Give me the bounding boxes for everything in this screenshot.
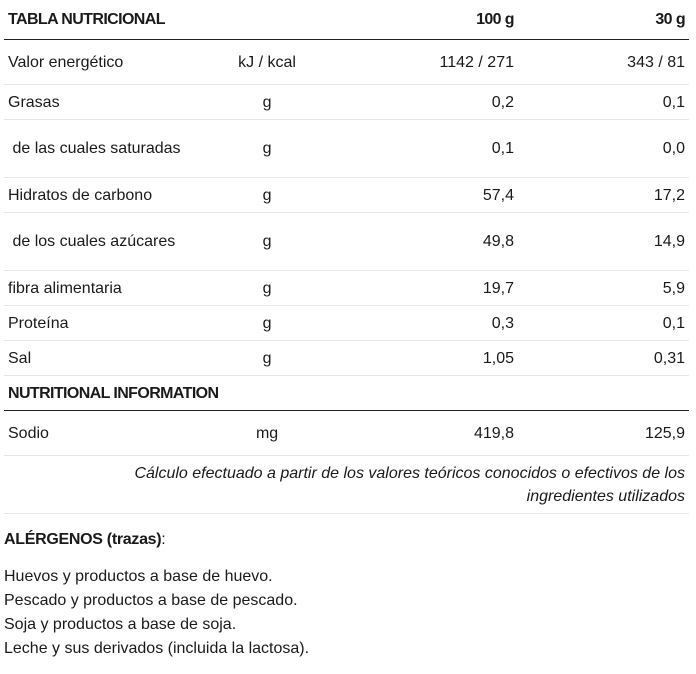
value-100g: 0,2	[328, 85, 518, 120]
value-100g: 0,1	[328, 120, 518, 178]
value-30g: 0,31	[518, 341, 689, 376]
value-100g: 1,05	[328, 341, 518, 376]
value-100g: 0,3	[328, 306, 518, 341]
nutrient-name: de las cuales saturadas	[4, 120, 206, 178]
nutrient-unit: g	[206, 178, 327, 213]
unit-header	[206, 0, 327, 40]
list-item: Pescado y productos a base de pescado.	[4, 592, 298, 609]
value-30g: 14,9	[518, 213, 689, 271]
nutrient-unit: g	[206, 306, 327, 341]
row-sodium	[4, 411, 689, 456]
row-energy	[4, 40, 689, 85]
nutrient-name: Grasas	[4, 85, 206, 120]
nutrient-unit: g	[206, 85, 327, 120]
nutrient-name: de los cuales azúcares	[4, 213, 206, 271]
row-carbohydrates	[4, 178, 689, 213]
calculation-note: Cálculo efectuado a partir de los valores teóricos conocidos o efectivos de los ingredientes utilizados	[4, 456, 689, 514]
allergens-title-suffix: :	[161, 531, 166, 548]
list-item: Huevos y productos a base de huevo.	[4, 568, 273, 585]
row-saturated-fat	[4, 120, 689, 178]
allergens-title: ALÉRGENOS (trazas)	[4, 531, 162, 548]
value-30g: 343 / 81	[518, 40, 689, 85]
nutrient-unit: g	[206, 341, 327, 376]
list-item: Soja y productos a base de soja.	[4, 616, 237, 633]
value-100g: 419,8	[328, 411, 518, 456]
row-fat	[4, 85, 689, 120]
nutrient-name: Sodio	[4, 411, 206, 456]
table-title: TABLA NUTRICIONAL	[4, 0, 206, 40]
nutrient-unit: kJ / kcal	[206, 40, 327, 85]
nutrient-name: Valor energético	[4, 40, 206, 85]
value-30g: 5,9	[518, 271, 689, 306]
value-100g: 49,8	[328, 213, 518, 271]
allergens-section	[4, 528, 689, 661]
list-item: Leche y sus derivados (incluida la lactosa).	[4, 640, 310, 657]
col-header-30g: 30 g	[518, 0, 689, 40]
row-fiber	[4, 271, 689, 306]
allergens-list	[4, 565, 689, 661]
nutrient-name: Sal	[4, 341, 206, 376]
nutrition-table	[4, 0, 689, 514]
allergens-heading	[4, 528, 689, 551]
value-30g: 0,1	[518, 85, 689, 120]
nutrient-name: Proteína	[4, 306, 206, 341]
nutrient-name: Hidratos de carbono	[4, 178, 206, 213]
nutrient-unit: g	[206, 213, 327, 271]
row-sugars	[4, 213, 689, 271]
nutrient-unit: g	[206, 120, 327, 178]
value-100g: 1142 / 271	[328, 40, 518, 85]
nutrient-unit: mg	[206, 411, 327, 456]
nutrient-unit: g	[206, 271, 327, 306]
value-30g: 0,1	[518, 306, 689, 341]
value-30g: 17,2	[518, 178, 689, 213]
value-100g: 57,4	[328, 178, 518, 213]
calculation-note-row	[4, 456, 689, 514]
row-protein	[4, 306, 689, 341]
value-30g: 125,9	[518, 411, 689, 456]
value-100g: 19,7	[328, 271, 518, 306]
row-salt	[4, 341, 689, 376]
section-title: NUTRITIONAL INFORMATION	[4, 376, 689, 411]
value-30g: 0,0	[518, 120, 689, 178]
section-header-row	[4, 376, 689, 411]
table-header-row	[4, 0, 689, 40]
nutrient-name: fibra alimentaria	[4, 271, 206, 306]
col-header-100g: 100 g	[328, 0, 518, 40]
